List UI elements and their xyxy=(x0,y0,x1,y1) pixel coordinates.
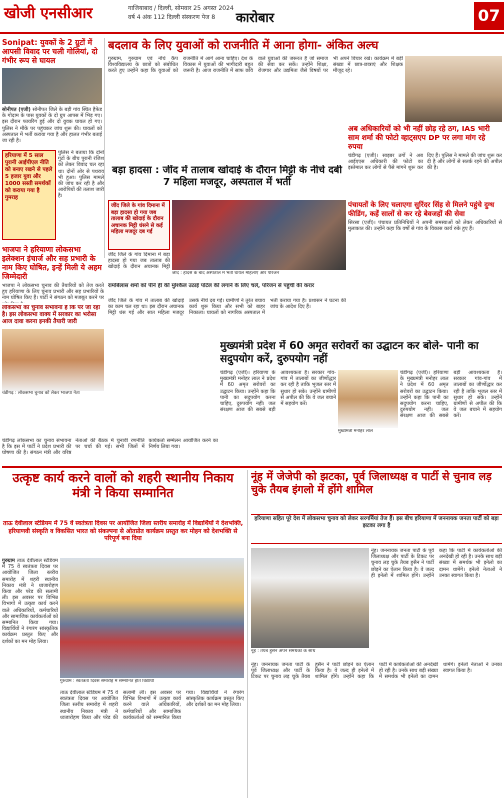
bottom-right-body-top: नूंह। जननायक जनता पार्टी के पूर्व जिलाध्यक्ष और पार्टी के टिकट पर चुनाव लड़ चुके तैयब हुसैन ने पार्टी छोड़ने का ऐलान किया है। वे जल्द ही इनेलो में शामिल होंगे। उन्होंने कहा कि पार्टी में कार्यकर्ताओं की अनदेखी हो रही है। उनके साथ बड़ी संख्या में समर्थक भी इनेलो का दामन थामेंगे। इनेलो नेताओं ने उनका स्वागत किया है। xyxy=(371,548,502,579)
bottom-left-subhead-text: ताऊ देवीलाल स्टेडियम में 75 वें स्वतंत्रता दिवस पर आयोजित जिला स्तरीय समारोह में विद्यार्थियों ने देशभक्ति, हरियाणवी संस्कृति व विकसित भारत को संकल्पना से ओतप्रोत कार्यक्रम प्रस्तुत कर मोहन को देशभक्ति से परिपूर्ण बना दिया xyxy=(2,520,244,542)
bottom-left-subhead xyxy=(2,520,244,554)
left-story-3-body: चंडीगढ़ लोकसभा का चुनाव संभावना है कि इस में पार्टी ने प्रदेश प्रभारी की घोषणा की है। संगठन मंत्री और वरिष्ठ नेताओं की बैठक में चुनावी रणनीति पर चर्चा की गई। सभी जिलों में कार्यकर्ता सम्मेलन आयोजित करने का निर्णय लिया गया। xyxy=(2,438,218,457)
left-story-photo xyxy=(2,68,102,104)
page-number: 07 xyxy=(474,2,504,30)
section-title: कारोबार xyxy=(235,11,275,26)
bottom-right-subhead-text: हरियाणा सहित पूरे देश में लोकसभा चुनाव को लेकर सरगर्मियां तेज हैं। इस बीच हरियाणा में जननायक जनता पार्टी को बड़ा झटका लगा है xyxy=(254,516,499,529)
dateline-1: गाजियाबाद / दिल्ली, सोमवार 25 अगस्त 2024 xyxy=(128,5,234,12)
politician-photo xyxy=(2,329,104,391)
dateline-2: वर्ष 4 अंक 112 दिल्ली संस्करण पेज 8 xyxy=(128,14,216,21)
bottom-left-headline-text: उत्कृष्ट कार्य करने वालों को शहरी स्थानीय निकाय मंत्री ने किया सम्मानित xyxy=(12,470,234,500)
jind-left-body: जींद जिले के गांव दिमाना में बड़ा हादसा हो गया जब तालाब की खोदाई के दौरान अचानक मिट्टी xyxy=(108,252,170,271)
bottom-right-subhead xyxy=(251,514,502,544)
cm-caption: मुख्यमंत्री मनोहर लाल xyxy=(338,429,373,434)
jind-headline-text: बड़ा हादसा : जींद में तालाब खोदाई के दौरान मिट्टी के नीचे दबी 7 महिला मजदूर, अस्पताल में भर्ती xyxy=(112,165,342,188)
bottom-left-caption: गुरुग्राम : स्वतंत्रता दिवस समारोह में सम्मानित होते विद्यार्थी xyxy=(60,679,154,684)
jind-sub-text: रामबिलास शर्मा को पीने ही की मुश्किल उठाई पोर्टल की लगाने के लिए चलें, परिजन से पहुंची की करार xyxy=(108,283,315,289)
bottom-left-headline xyxy=(2,470,244,518)
bottom-right-headline-text: नूंह में जेजेपी को झटका, पूर्व जिलाध्यक्ष व पार्टी से चुनाव लड़ चुके तैयब इंगलो में होंगे शामिल xyxy=(251,470,492,496)
cm-photo xyxy=(338,370,398,428)
left-story-headline: Sonipat: युवकों के 2 ग्रुटों में आपसी विवाद पर चली गोलियां, दो गंभीर रूप से घायल xyxy=(2,38,98,65)
left-callout xyxy=(2,150,56,240)
masthead xyxy=(0,0,504,34)
left-story-3-caption: चंडीगढ़ : लोकसभा चुनाव को लेकर भाजपा नेता xyxy=(2,391,80,396)
left-story-dateline: सोनीपत (एजी) xyxy=(2,107,31,113)
top-headline-text: बदलाव के लिए युवाओं को राजनीति में आना होगा- अंकित अल्घ xyxy=(108,38,379,52)
ceremony-photo xyxy=(60,558,244,678)
jind-headline xyxy=(108,165,346,195)
left-story-2-body: भाजपा ने लोकसभा चुनाव की तैयारियों को तेज करते हुए हरियाणा के लिए चुनाव प्रभारी और सह प्रभारियों के नाम घोषित किए हैं। पार्टी ने संगठन को मजबूत करने पर xyxy=(2,283,104,302)
jind-photo xyxy=(172,200,346,270)
bottom-right-caption: नूंह : तैयब हुसैन अपने समर्थकों के साथ xyxy=(251,649,316,654)
right-box-headline: अब अधिकारियों को भी नहीं छोड़ रहे ठग, IAS भारी साम शर्मा की फोटो व्हाट्सएप DP पर लगा मांग रहे रुपया xyxy=(348,124,490,151)
bottom-left-body-text: ताऊ देवीलाल स्टेडियम में 75 वें स्वतंत्रता दिवस पर आयोजित जिला स्तरीय समारोह में शहरी स्थानीय निकाय मंत्री ने ध्वजारोहण किया और परेड की सलामी ली। इस अवसर पर विभिन्न विभागों में उत्कृष्ट कार्य करने वाले अधिकारियों, कर्मचारियों और सामाजिक कार्यकर्ताओं को सम्मानित किया गया। विद्यार्थियों ने रंगारंग सांस्कृतिक कार्यक्रम प्रस्तुत किए और दर्शकों का मन मोह लिया। xyxy=(2,558,58,645)
jind-callout xyxy=(108,200,170,250)
bottom-left-dateline: गुरुग्राम xyxy=(2,558,15,564)
right-box-headline-2: पंचायतों के लिए चलाएगा सुरिंदर सिंह से मिलने पहुंचे दुग्ध फीडिंग, कहें सालों से कर रहे बेवजहों की सेवा xyxy=(348,201,495,218)
brand-logo: खोजी एनसीआर xyxy=(4,4,93,22)
right-box-body: चंडीगढ़ (एजी)। साइबर ठगों ने अब आईएएस अधिकारी की फोटो का इस्तेमाल कर लोगों से पैसे मांगने शुरू कर दिए हैं। पुलिस ने मामले की जांच शुरू कर दी है और लोगों से सतर्क रहने की अपील की है। xyxy=(348,153,502,172)
bottom-left-body-2: ताऊ देवीलाल स्टेडियम में 75 वें स्वतंत्रता दिवस पर आयोजित जिला स्तरीय समारोह में शहरी स्थानीय निकाय मंत्री ने ध्वजारोहण किया और परेड की सलामी ली। इस अवसर पर विभिन्न विभागों में उत्कृष्ट कार्य करने वाले अधिकारियों, कर्मचारियों और सामाजिक कार्यकर्ताओं को सम्मानित किया गया। विद्यार्थियों ने रंगारंग सांस्कृतिक कार्यक्रम प्रस्तुत किए और दर्शकों का मन मोह लिया। xyxy=(60,690,244,721)
left-story-2 xyxy=(2,245,104,303)
bottom-left-body xyxy=(2,558,58,798)
cm-body-left: चंडीगढ़ (एजी)। हरियाणा के मुख्यमंत्री मनोहर लाल ने प्रदेश में 60 अमृत सरोवरों का उद्घाटन किया। उन्होंने कहा कि पानी का सदुपयोग करना चाहिए, दुरुपयोग नहीं। जल संरक्षण आज की सबसे बड़ी आवश्यकता है। सरकार गांव-गांव में तालाबों का जीर्णोद्धार कर रही है ताकि भूजल स्तर में सुधार हो सके। उन्होंने ग्रामीणों से अपील की कि वे जल बचाने में सहयोग करें। xyxy=(220,370,336,414)
left-story-2-headline: भाजपा ने हरियाणा लोकसभा इलेक्शन इंचार्ज और सह प्रभारी के नाम किए घोषित, इन्हें मिली ये अहम जिम्मेदारी xyxy=(2,245,102,281)
section-divider xyxy=(2,466,502,468)
cm-headline-text: मुख्यमंत्री प्रदेश में 60 अमृत सरोवरों का उद्घाटन कर बोले- पानी का सदुपयोग करें, दुरुपयोग नहीं xyxy=(220,340,479,365)
top-story-body: गुरुग्राम, गुरुग्राम एवं नॉर्थ कैप विश्वविद्यालय के छात्रों को संबोधित करते हुए उन्होंने कहा कि युवाओं को राजनीति में आगे आना चाहिए। देश के विकास में युवाओं की भागीदारी बहुत जरूरी है। आज राजनीति में साफ छवि वाले युवाओं की जरूरत है जो समाज की सेवा कर सकें। उन्होंने शिक्षा, रोजगार और उद्यमिता जैसे विषयों पर भी अपने विचार रखे। कार्यक्रम में बड़ी संख्या में छात्र-छात्राएं और शिक्षक मौजूद रहे। xyxy=(108,56,403,75)
jind-body: जींद जिले के गांव में तालाब की खोदाई का काम चल रहा था। इस दौरान अचानक मिट्टी धंस गई और सात महिला मजदूर उसके नीचे दब गईं। ग्रामीणों ने तुरंत बचाव कार्य शुरू किया और सभी को बाहर निकाला। घायलों को नागरिक अस्पताल में भर्ती कराया गया है। प्रशासन ने घटना की जांच के आदेश दिए हैं। xyxy=(108,298,346,317)
bottom-right-body: नूंह। जननायक जनता पार्टी के पूर्व जिलाध्यक्ष और पार्टी के टिकट पर चुनाव लड़ चुके तैयब हुसैन ने पार्टी छोड़ने का ऐलान किया है। वे जल्द ही इनेलो में शामिल होंगे। उन्होंने कहा कि पार्टी में कार्यकर्ताओं की अनदेखी हो रही है। उनके साथ बड़ी संख्या में समर्थक भी इनेलो का दामन थामेंगे। इनेलो नेताओं ने उनका स्वागत किया है। xyxy=(251,662,502,681)
nuh-photo xyxy=(251,548,369,648)
cm-headline xyxy=(220,340,502,368)
divider xyxy=(104,38,105,258)
left-callout-text: हरियाणा में 5 साल पुरानी आईपीएल नीति को बनाए रखने से पहले 5 हजार युवा और 1000 सस्ती समर्थकों को कराया गया है गुमराह xyxy=(5,153,53,201)
left-story-body2: पुलिस ने बताया कि दोनों गुटों के बीच पुरानी रंजिश को लेकर विवाद चल रहा था। दोनों ओर से पथराव भी हुआ। पुलिस मामले की जांच कर रही है और आरोपियों की तलाश जारी है। xyxy=(58,150,104,200)
cm-body-right: चंडीगढ़ (एजी)। हरियाणा के मुख्यमंत्री मनोहर लाल ने प्रदेश में 60 अमृत सरोवरों का उद्घाटन किया। उन्होंने कहा कि पानी का सदुपयोग करना चाहिए, दुरुपयोग नहीं। जल संरक्षण आज की सबसे बड़ी आवश्यकता है। सरकार गांव-गांव में तालाबों का जीर्णोद्धार कर रही है ताकि भूजल स्तर में सुधार हो सके। उन्होंने ग्रामीणों से अपील की कि वे जल बचाने में सहयोग करें। xyxy=(400,370,502,420)
bottom-right-headline xyxy=(251,470,502,514)
top-headline xyxy=(108,38,502,54)
left-story-3-headline: लोकसभा का चुनाव संभावना है कि पर जा रहा है। इस लोकसभा वाक्य में सरकार का भरोसा आज दावा करना इनकी तैयारी जारी xyxy=(2,305,100,325)
speaker-photo xyxy=(405,56,502,122)
jind-caption: जींद : हादसे के बाद अस्पताल में भर्ती घायल महिलाएं और परिजन xyxy=(172,271,280,276)
jind-sub xyxy=(108,283,346,297)
left-story-body: सोनीपत जिले के बड़ी गांव स्थित हैफेड के गोदाम के पास युवकों के दो ग्रुप आपस में भिड़ गए। इस दौरान फायरिंग हुई और दो युवक घायल हो गए। पुलिस ने मौके पर पहुंचकर जांच शुरू की। घायलों को अस्पताल में भर्ती कराया गया है और हालत गंभीर बताई जा रही है। xyxy=(2,107,102,145)
jind-callout-text: जींद जिले के गांव दिमाना में बड़ा हादसा हो गया जब तालाब की खोदाई के दौरान अचानक मिट्टी धंसने से कई महिला मजदूर दब गईं xyxy=(111,203,165,235)
right-box xyxy=(348,124,502,284)
right-box-body-2: सिरसा (एजी)। पंचायत प्रतिनिधियों ने अपनी समस्याओं को लेकर अधिकारियों से मुलाकात की। उन्होंने कहा कि वर्षों से गांव के विकास कार्य रुके हुए हैं। xyxy=(348,220,502,233)
divider-vertical xyxy=(247,470,248,798)
